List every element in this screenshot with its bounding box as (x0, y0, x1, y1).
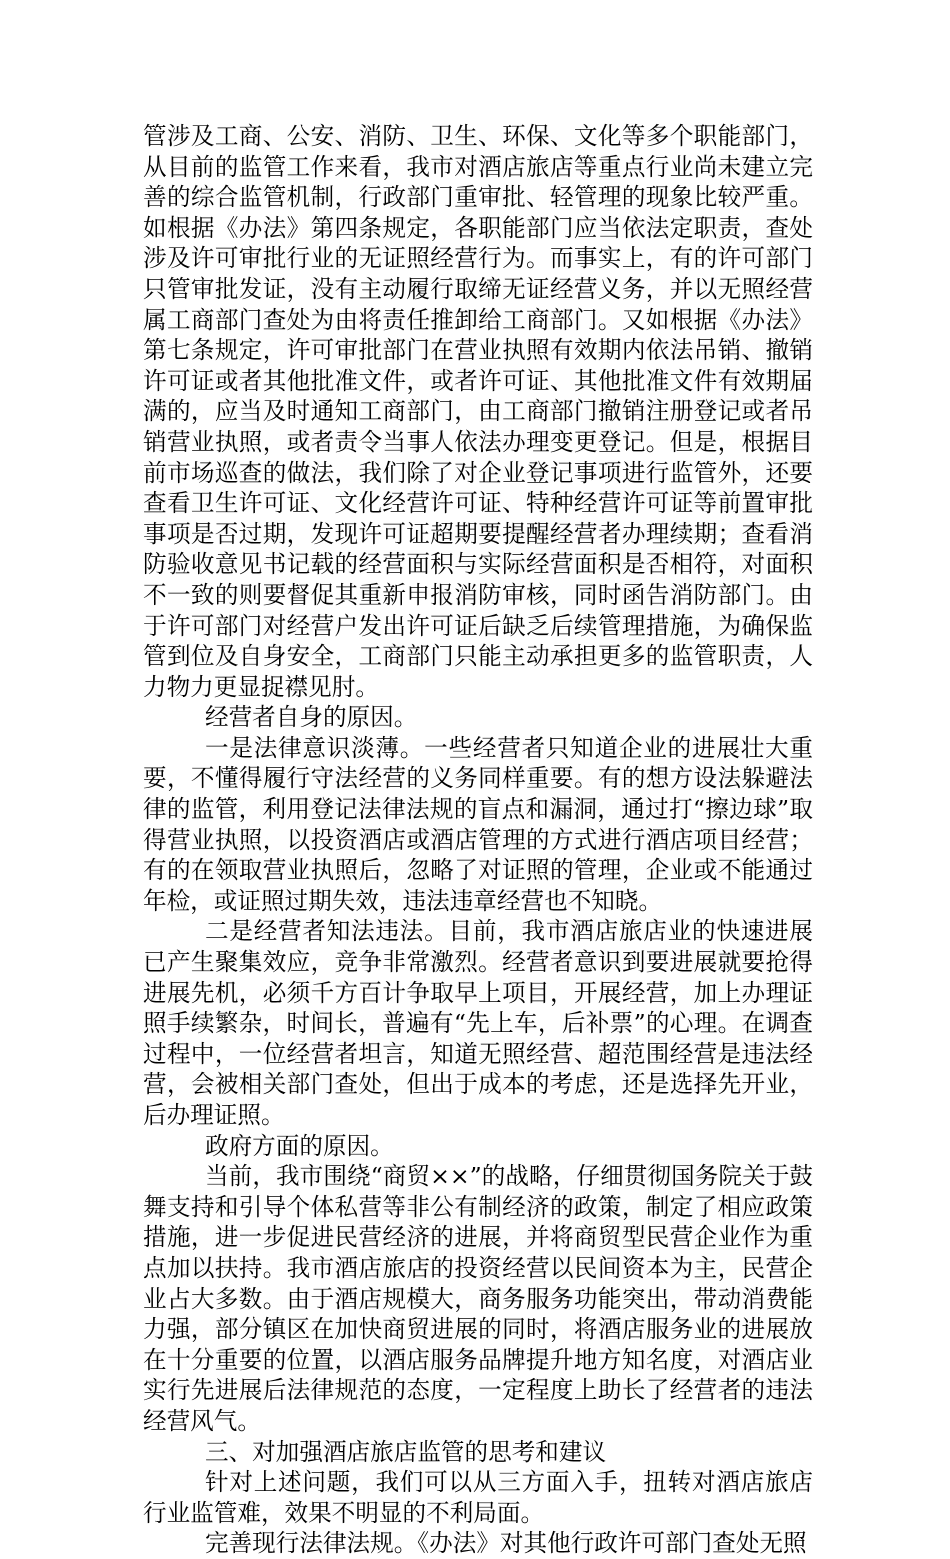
section-heading-suggestions: 三、对加强酒店旅店监管的思考和建议 (205, 1437, 607, 1466)
paragraph-improve-laws: 完善现行法律法规。《办法》对其他行政许可部门查处无照 (205, 1529, 807, 1558)
paragraph-knowing-violation: 二是经营者知法违法。目前，我市酒店旅店业的快速进展已产生聚集效应，竞争非常激烈。经营者意识到要进展就要抢得进展先机，必须千方百计争取早上项目，开展经营，加上办理证照手续繁杂，时间长，普遍有“先上车，后补票”的心理。在调查过程中，一位经营者坦言，知道无照经营、超范围经营是违法经营，会被相关部门查处，但出于成本的考虑，还是选择先开业，后办理证照。 (143, 917, 813, 1129)
section-heading-government-reasons: 政府方面的原因。 (205, 1131, 394, 1160)
paragraph-weak-legal-awareness: 一是法律意识淡薄。一些经营者只知道企业的进展壮大重要，不懂得履行守法经营的义务同样重要。有的想方设法躲避法律的监管，利用登记法律法规的盲点和漏洞，通过打“擦边球”取得营业执照，以投资酒店或酒店管理的方式进行酒店项目经营；有的在领取营业执照后，忽略了对证照的管理，企业或不能通过年检，或证照过期失效，违法违章经营也不知晓。 (143, 733, 813, 915)
section-heading-operator-reasons: 经营者自身的原因。 (205, 703, 418, 732)
paragraph-regulatory-responsibility: 管涉及工商、公安、消防、卫生、环保、文化等多个职能部门，从目前的监管工作来看，我市对酒店旅店等重点行业尚未建立完善的综合监管机制，行政部门重审批、轻管理的现象比较严重。如根据《办法》第四条规定，各职能部门应当依法定职责，查处涉及许可审批行业的无证照经营行为。而事实上，有的许可部门只管审批发证，没有主动履行取缔无证经营义务，并以无照经营属工商部门查处为由将责任推卸给工商部门。又如根据《办法》第七条规定，许可审批部门在营业执照有效期内依法吊销、撤销许可证或者其他批准文件，或者许可证、其他批准文件有效期届满的，应当及时通知工商部门，由工商部门撤销注册登记或者吊销营业执照，或者责令当事人依法办理变更登记。但是，根据目前市场巡查的做法，我们除了对企业登记事项进行监管外，还要查看卫生许可证、文化经营许可证、特种经营许可证等前置审批事项是否过期，发现许可证超期要提醒经营者办理续期；查看消防验收意见书记载的经营面积与实际经营面积是否相符，对面积不一致的则要督促其重新申报消防审核，同时函告消防部门。由于许可部门对经营户发出许可证后缺乏后续管理措施，为确保监管到位及自身安全，工商部门只能主动承担更多的监管职责，人力物力更显捉襟见肘。 (143, 122, 813, 701)
paragraph-three-approaches: 针对上述问题，我们可以从三方面入手，扭转对酒店旅店行业监管难，效果不明显的不利局面。 (143, 1468, 813, 1527)
document-body (143, 121, 813, 1559)
paragraph-government-policy: 当前，我市围绕“商贸××”的战略，仔细贯彻国务院关于鼓舞支持和引导个体私营等非公有制经济的政策，制定了相应政策措施，进一步促进民营经济的进展，并将商贸型民营企业作为重点加以扶持。我市酒店旅店的投资经营以民间资本为主，民营企业占大多数。由于酒店规模大，商务服务功能突出，带动消费能力强，部分镇区在加快商贸进展的同时，将酒店服务业的进展放在十分重要的位置，以酒店服务品牌提升地方知名度，对酒店业实行先进展后法律规范的态度，一定程度上助长了经营者的违法经营风气。 (143, 1162, 813, 1435)
